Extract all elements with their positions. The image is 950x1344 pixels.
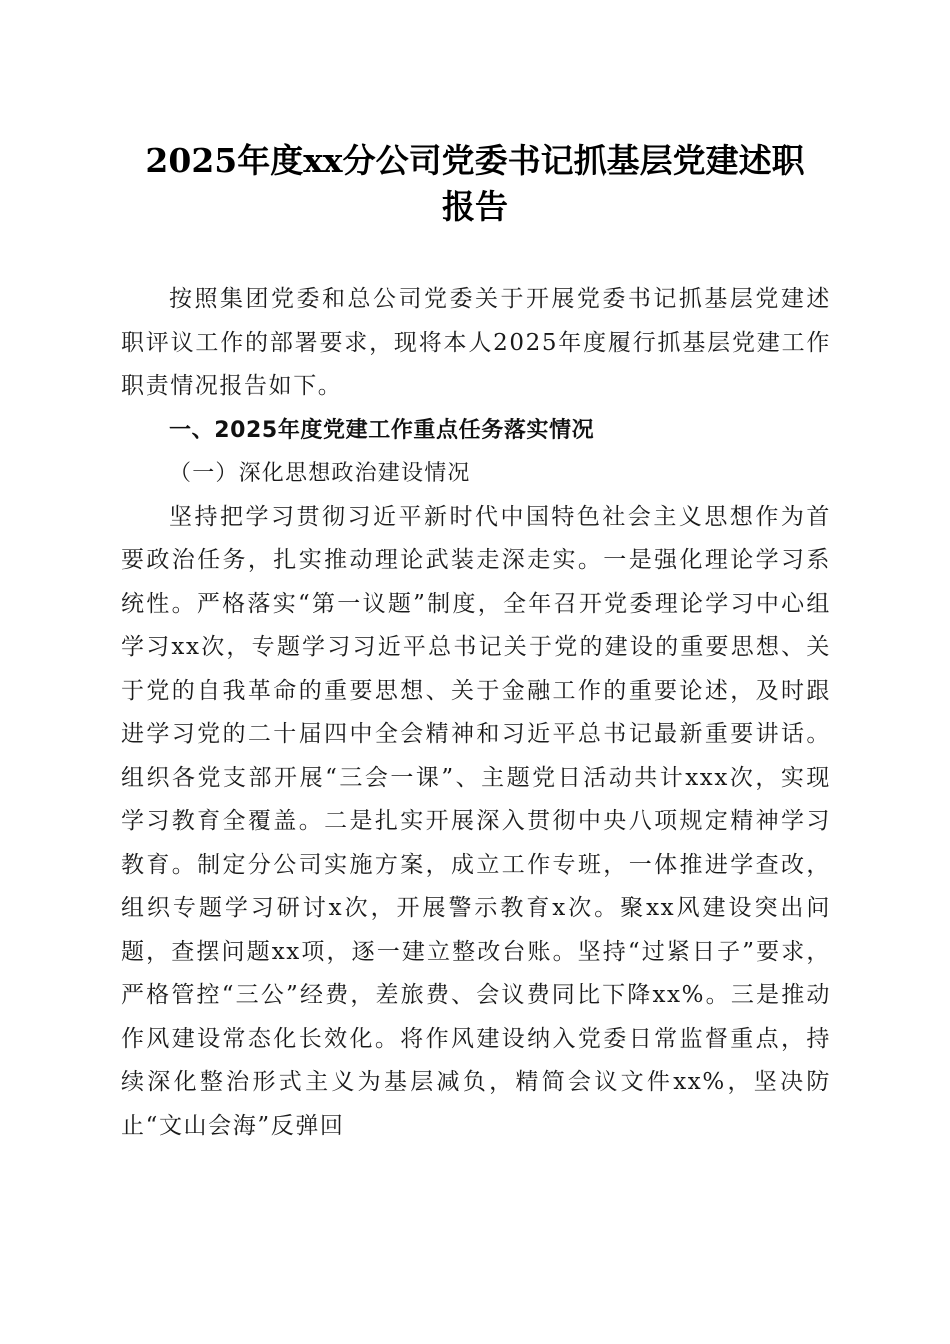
document-body (121, 278, 831, 1148)
intro-paragraph: 按照集团党委和总公司党委关于开展党委书记抓基层党建述职评议工作的部署要求，现将本人2025年度履行抓基层党建工作职责情况报告如下。 (121, 286, 831, 399)
document-title (100, 138, 850, 230)
title-line-2: 报告 (442, 187, 508, 226)
title-line-1: 2025年度xx分公司党委书记抓基层党建述职 (145, 141, 805, 180)
subsection-heading: （一）深化思想政治建设情况 (169, 461, 471, 486)
section-heading: 一、2025年度党建工作重点任务落实情况 (169, 417, 595, 443)
body-paragraph: 坚持把学习贯彻习近平新时代中国特色社会主义思想作为首要政治任务，扎实推动理论武装走深走实。一是强化理论学习系统性。严格落实“第一议题”制度，全年召开党委理论学习中心组学习xx次，专题学习习近平总书记关于党的建设的重要思想、关于党的自我革命的重要思想、关于金融工作的重要论述，及时跟进学习党的二十届四中全会精神和习近平总书记最新重要讲话。组织各党支部开展“三会一课”、主题党日活动共计xxx次，实现学习教育全覆盖。二是扎实开展深入贯彻中央八项规定精神学习教育。制定分公司实施方案，成立工作专班，一体推进学查改，组织专题学习研讨x次，开展警示教育x次。聚xx风建设突出问题，查摆问题xx项，逐一建立整改台账。坚持“过紧日子”要求，严格管控“三公”经费，差旅费、会议费同比下降xx%。三是推动作风建设常态化长效化。将作风建设纳入党委日常监督重点，持续深化整治形式主义为基层减负，精简会议文件xx%，坚决防止“文山会海”反弹回 (121, 503, 831, 1139)
